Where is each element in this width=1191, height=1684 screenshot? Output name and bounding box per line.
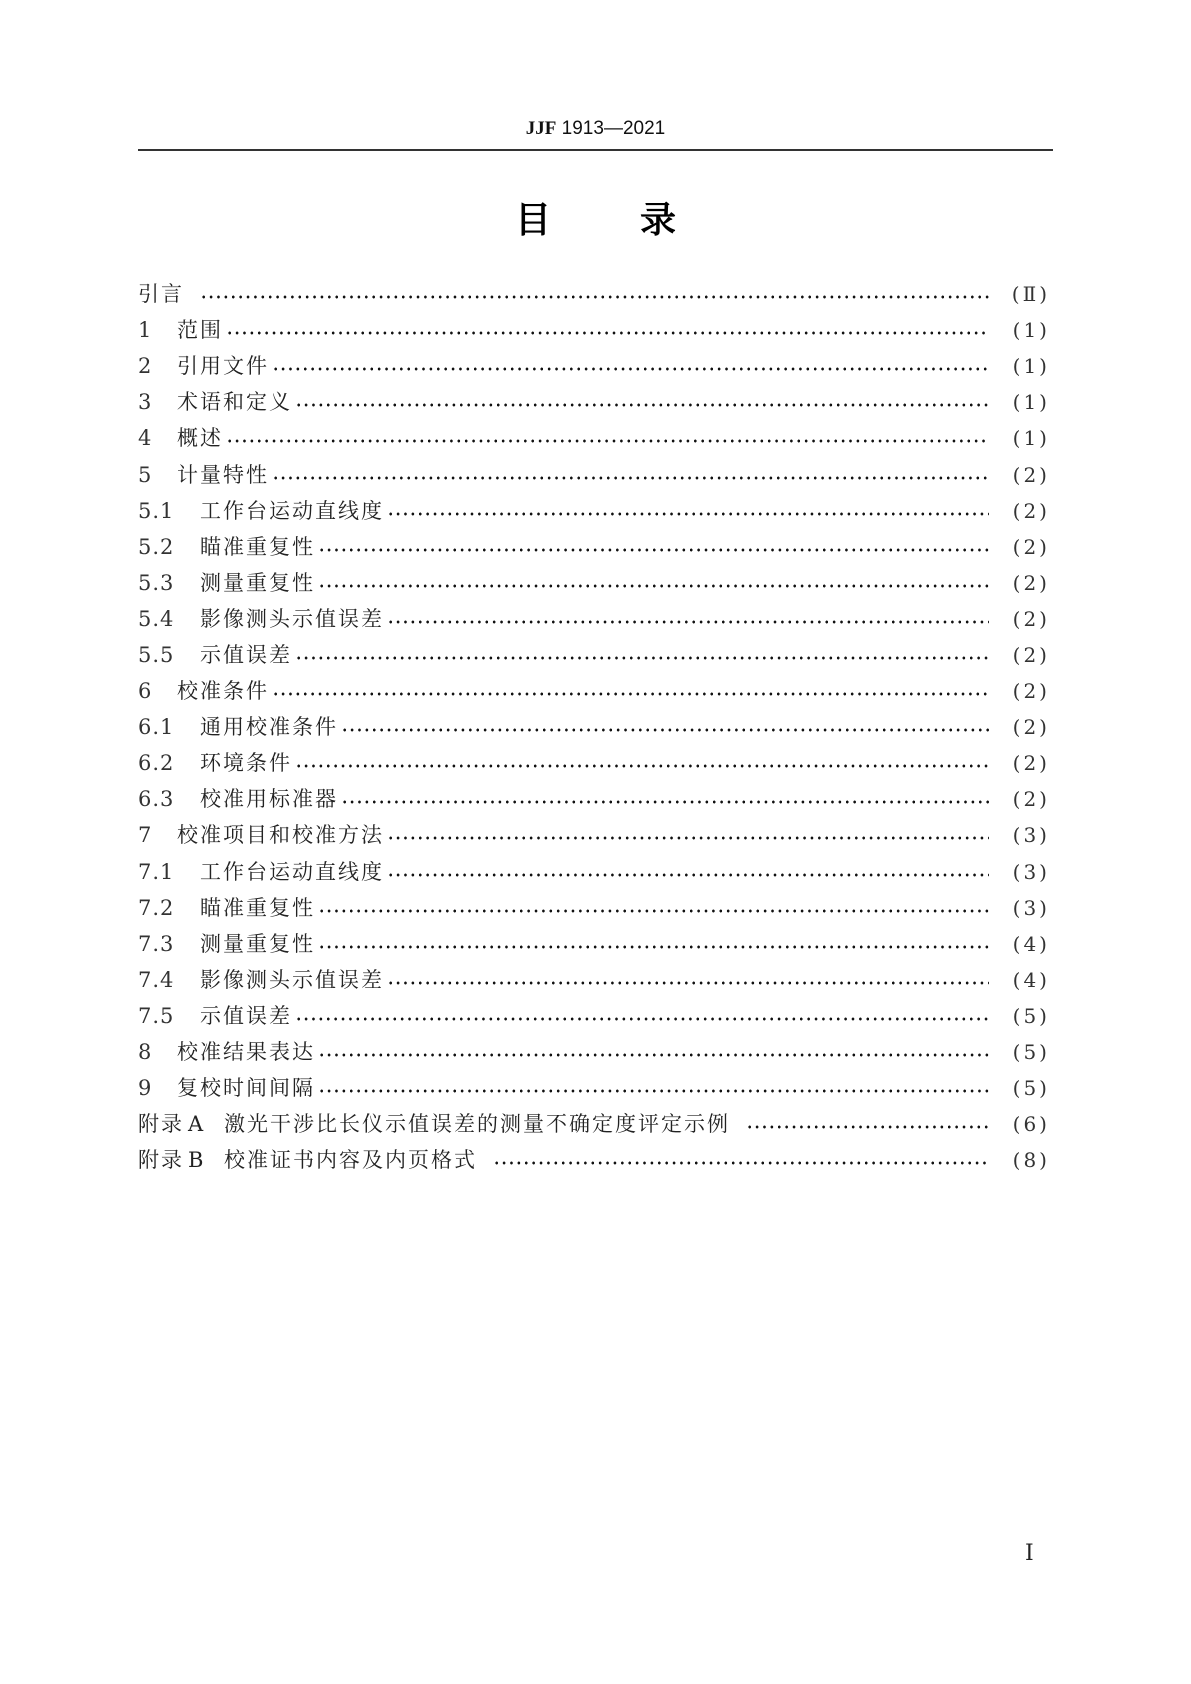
toc-entry[interactable] [138, 276, 1050, 312]
section-title: 瞄准重复性 [200, 895, 315, 920]
toc-entry[interactable] [138, 456, 1050, 492]
section-number: 7.2 [138, 895, 175, 920]
page-reference: (2) [1012, 715, 1050, 740]
section-number: 6 [138, 679, 152, 704]
toc-entry[interactable] [138, 565, 1050, 601]
toc-entry[interactable] [138, 962, 1050, 998]
page-reference: (2) [1012, 462, 1050, 487]
dot-leader [226, 439, 989, 443]
page-reference: (2) [1012, 534, 1050, 559]
section-number: 5 [138, 462, 152, 487]
toc-entry[interactable] [138, 817, 1050, 853]
toc-entry[interactable] [138, 1070, 1050, 1106]
section-number: 5.5 [138, 642, 175, 667]
dot-leader [318, 909, 989, 913]
running-header [0, 116, 1191, 142]
toc-entry[interactable] [138, 1142, 1050, 1178]
page-reference: (3) [1012, 823, 1050, 848]
dot-leader [746, 1125, 989, 1129]
page-reference: (2) [1012, 570, 1050, 595]
section-title: 工作台运动直线度 [200, 859, 384, 884]
toc-entry[interactable] [138, 601, 1050, 637]
appendix-letter: B [188, 1148, 204, 1173]
dot-leader [318, 1089, 989, 1093]
toc-entry[interactable] [138, 348, 1050, 384]
section-number: 5.2 [138, 534, 175, 559]
section-title: 校准项目和校准方法 [177, 823, 384, 848]
header-rule [138, 149, 1053, 151]
page-reference: (5) [1012, 1040, 1050, 1065]
toc-entry[interactable] [138, 673, 1050, 709]
page-reference: (1) [1012, 390, 1050, 415]
section-title: 影像测头示值误差 [200, 606, 384, 631]
section-number: 6.3 [138, 787, 175, 812]
section-title: 校准用标准器 [200, 787, 338, 812]
toc-entry[interactable] [138, 998, 1050, 1034]
section-title: 引用文件 [177, 354, 269, 379]
page-reference: (1) [1012, 318, 1050, 343]
section-number: 9 [138, 1076, 152, 1101]
dot-leader [341, 800, 989, 804]
toc-entry[interactable] [138, 1034, 1050, 1070]
page-reference: (5) [1012, 1003, 1050, 1028]
section-number: 5.3 [138, 570, 175, 595]
section-title: 通用校准条件 [200, 715, 338, 740]
section-number: 7.3 [138, 931, 175, 956]
section-number: 2 [138, 354, 152, 379]
appendix-key: 附录 [138, 1148, 184, 1173]
dot-leader [387, 981, 989, 985]
section-number: 6.1 [138, 715, 175, 740]
section-title: 测量重复性 [200, 570, 315, 595]
page-reference: (3) [1012, 895, 1050, 920]
section-title: 范围 [177, 318, 223, 343]
page-reference: (4) [1012, 967, 1050, 992]
toc-entry[interactable] [138, 926, 1050, 962]
dot-leader [295, 403, 989, 407]
page-reference: (2) [1012, 498, 1050, 523]
section-title: 影像测头示值误差 [200, 967, 384, 992]
table-of-contents [138, 276, 1050, 1178]
dot-leader [387, 512, 989, 516]
dot-leader [272, 367, 989, 371]
section-title: 计量特性 [177, 462, 269, 487]
dot-leader [387, 873, 989, 877]
dot-leader [295, 764, 989, 768]
section-title: 校准结果表达 [177, 1040, 315, 1065]
page-reference: (2) [1012, 679, 1050, 704]
section-title: 概述 [177, 426, 223, 451]
section-number: 8 [138, 1040, 152, 1065]
appendix-key: 附录 [138, 1112, 184, 1137]
page-reference: (4) [1012, 931, 1050, 956]
toc-entry[interactable] [138, 745, 1050, 781]
toc-entry[interactable] [138, 529, 1050, 565]
section-number: 7.1 [138, 859, 175, 884]
section-title: 测量重复性 [200, 931, 315, 956]
section-title: 示值误差 [200, 1003, 292, 1028]
section-number: 1 [138, 318, 152, 343]
dot-leader [272, 476, 989, 480]
dot-leader [318, 945, 989, 949]
section-number: 5.4 [138, 606, 175, 631]
dot-leader [272, 692, 989, 696]
toc-entry[interactable] [138, 312, 1050, 348]
dot-leader [226, 331, 989, 335]
section-number: 7 [138, 823, 152, 848]
appendix-letter: A [188, 1112, 204, 1137]
page-reference: (3) [1012, 859, 1050, 884]
toc-title [0, 198, 1191, 244]
page-reference: (8) [1012, 1148, 1050, 1173]
page-reference: (6) [1012, 1112, 1050, 1137]
section-title: 校准证书内容及内页格式 [224, 1148, 477, 1173]
section-title: 校准条件 [177, 679, 269, 704]
dot-leader [318, 548, 989, 552]
section-title: 术语和定义 [177, 390, 292, 415]
dot-leader [295, 1017, 989, 1021]
section-title: 示值误差 [200, 642, 292, 667]
section-title: 复校时间间隔 [177, 1076, 315, 1101]
section-number: 3 [138, 390, 152, 415]
standard-number: 1913—2021 [561, 118, 666, 139]
page-reference: (2) [1012, 642, 1050, 667]
dot-leader [387, 836, 989, 840]
toc-entry[interactable] [138, 854, 1050, 890]
dot-leader [318, 584, 989, 588]
toc-entry[interactable] [138, 1106, 1050, 1142]
dot-leader [200, 295, 989, 299]
section-title: 引言 [138, 282, 184, 307]
section-number: 4 [138, 426, 152, 451]
toc-entry[interactable] [138, 781, 1050, 817]
toc-entry[interactable] [138, 420, 1050, 456]
title-spacer [552, 198, 639, 244]
toc-entry[interactable] [138, 637, 1050, 673]
page-reference: (2) [1012, 751, 1050, 776]
page-number: I [1025, 1541, 1034, 1566]
section-number: 6.2 [138, 751, 175, 776]
page-reference: (5) [1012, 1076, 1050, 1101]
dot-leader [493, 1161, 989, 1165]
section-number: 7.5 [138, 1003, 175, 1028]
page-reference: (2) [1012, 787, 1050, 812]
page-reference: (2) [1012, 606, 1050, 631]
dot-leader [387, 620, 989, 624]
page-reference: (1) [1012, 426, 1050, 451]
dot-leader [341, 728, 989, 732]
section-number: 5.1 [138, 498, 175, 523]
section-title: 工作台运动直线度 [200, 498, 384, 523]
section-title: 激光干涉比长仪示值误差的测量不确定度评定示例 [224, 1112, 730, 1137]
section-number: 7.4 [138, 967, 175, 992]
toc-title-char-2: 录 [639, 200, 676, 241]
toc-entry[interactable] [138, 709, 1050, 745]
section-title: 瞄准重复性 [200, 534, 315, 559]
section-title: 环境条件 [200, 751, 292, 776]
page-reference: (Ⅱ) [1011, 282, 1050, 307]
dot-leader [318, 1053, 989, 1057]
page-reference: (1) [1012, 354, 1050, 379]
dot-leader [295, 656, 989, 660]
toc-entry[interactable] [138, 493, 1050, 529]
toc-entry[interactable] [138, 384, 1050, 420]
standard-code: JJF [525, 118, 557, 139]
toc-entry[interactable] [138, 890, 1050, 926]
toc-title-char-1: 目 [514, 200, 551, 241]
